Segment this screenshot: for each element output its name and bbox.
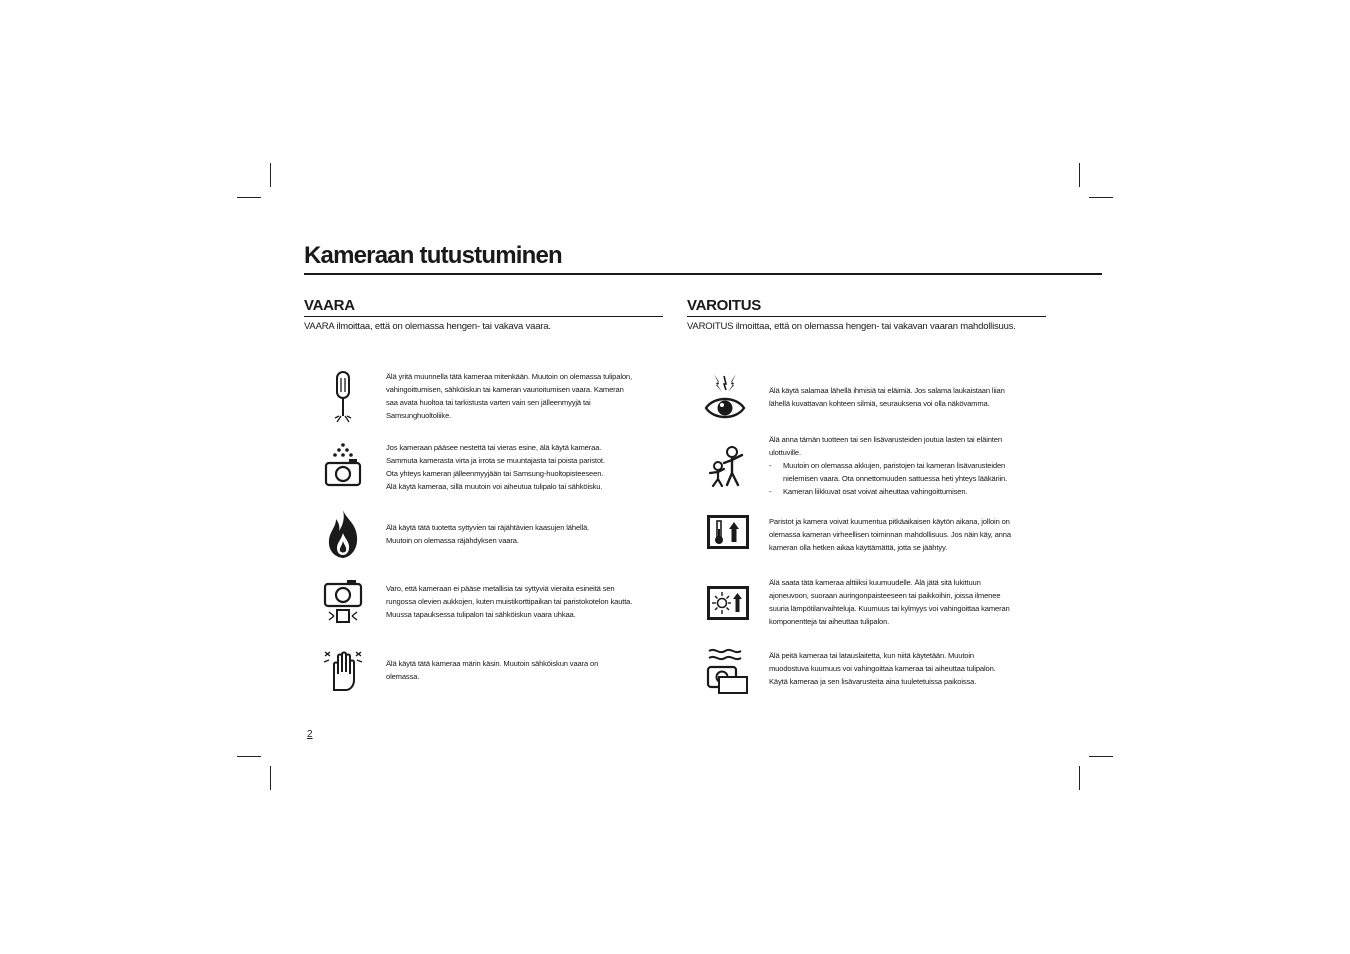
item-text [386,441,676,493]
item-text [386,521,676,547]
text-line: lähellä kuvattavan kohteen silmiä, seurauksena voi olla näkövamma. [769,399,990,408]
text-line: vahingoittumisen, sähköiskun tai kameran vaurioitumisen vaara. Kameran [386,385,624,394]
text-line: Älä käytä kameraa, sillä muutoin voi aiheutua tulipalo tai sähköisku. [386,482,603,491]
bullet-item [769,459,1059,485]
page-title: Kameraan tutustuminen [304,242,562,269]
text-line: Älä peitä kameraa tai latauslaitetta, kun niitä käytetään. Muutoin [769,651,974,660]
item-text [769,433,1059,498]
item-text [386,370,676,422]
sun-heat-icon [707,586,749,620]
text-line: muodostuva kuumuus voi vahingoittaa kameraa tai aiheuttaa tulipalon. [769,664,996,673]
text-line: Varo, että kameraan ei pääse metallisia tai syttyviä vieraita esineitä sen [386,584,615,593]
text-line: Älä yritä muunnella tätä kameraa mitenkään. Muutoin on olemassa tulipalon, [386,372,632,381]
bullet-dash: - [769,487,772,496]
covered-camera-icon [705,645,749,695]
text-line: olemassa kameran virheellisen toiminnan mahdollisuus. Jos näin käy, anna [769,530,1011,539]
text-line: Älä käytä salamaa lähellä ihmisiä tai eläimiä. Jos salama laukaistaan liian [769,386,1005,395]
text-line: Älä käytä tätä tuotetta syttyvien tai räjähtävien kaasujen lähellä. [386,523,590,532]
crop-mark [1089,197,1113,198]
title-rule [304,273,1102,275]
page-number: 2 [307,729,313,740]
vaara-heading: VAARA [304,297,355,314]
varoitus-description: VAROITUS ilmoittaa, että on olemassa hengen- tai vakavan vaaran mahdollisuus. [687,321,1016,332]
camera-metal-object-icon [322,578,364,626]
crop-mark [1079,766,1080,790]
text-line: Älä käytä tätä kameraa märin käsin. Muutoin sähköiskun vaara on [386,659,599,668]
text-line: Älä saata tätä kameraa alttiiksi kuumuudelle. Älä jätä sitä lukittuun [769,578,981,587]
text-line: Sammuta kamerasta virta ja irrota se muuntajasta tai poista paristot. [386,456,605,465]
varoitus-heading: VAROITUS [687,297,761,314]
screwdriver-icon [325,370,361,426]
text-line: suuria lämpötilanvaihteluja. Kuumuus tai kylmyys voi vahingoittaa kameran [769,604,1010,613]
crop-mark [1079,163,1080,187]
thermometer-heat-icon [707,515,749,549]
text-line: Käytä kameraa ja sen lisävarusteita aina tuuletetuissa paikoissa. [769,677,977,686]
item-text [386,582,686,621]
vaara-description: VAARA ilmoittaa, että on olemassa hengen- tai vakava vaara. [304,321,551,332]
item-text [769,384,1059,410]
text-line: Jos kameraan pääsee nestettä tai vieras esine, älä käytä kameraa. [386,443,602,452]
children-icon [704,433,748,487]
bullet-item [769,485,1059,498]
text-line: nielemisen vaara. Ota onnettomuuden sattuessa heti yhteys lääkäriin. [783,474,1008,483]
text-line: komponentteja tai aiheuttaa tulipalon. [769,617,890,626]
crop-mark [270,766,271,790]
text-line: ulottuville. [769,448,801,457]
item-text [386,657,676,683]
crop-mark [237,756,261,757]
text-line: Samsunghuoltoliike. [386,411,452,420]
text-line: Älä anna tämän tuotteen tai sen lisävarusteiden joutua lasten tai eläinten [769,435,1002,444]
text-line: Kameran liikkuvat osat voivat aiheuttaa vahingoittumisen. [783,487,968,496]
text-line: rungossa olevien aukkojen, kuten muistikorttipaikan tai paristokotelon kautta. [386,597,633,606]
wet-hand-icon [322,648,364,694]
flame-icon [326,509,360,559]
text-line: kameran olla hetken aikaa käyttämättä, jotta se jäähtyy. [769,543,948,552]
text-line: Muutoin on olemassa akkujen, paristojen tai kameran lisävarusteiden [783,461,1006,470]
text-line: Ota yhteys kameran jälleenmyyjään tai Samsung-huoltopisteeseen. [386,469,604,478]
text-line: Paristot ja kamera voivat kuumentua pitkäaikaisen käytön aikana, jolloin on [769,517,1010,526]
crop-mark [1089,756,1113,757]
camera-liquid-icon [322,441,364,489]
text-line: olemassa. [386,672,420,681]
vaara-rule [304,316,663,317]
text-line: Muussa tapauksessa tulipalon tai sähköiskun vaara uhkaa. [386,610,576,619]
flash-eye-icon [704,372,746,420]
item-text [769,649,1059,688]
crop-mark [237,197,261,198]
text-line: ajoneuvoon, suoraan auringonpaisteeseen tai paikkoihin, joissa ilmenee [769,591,1001,600]
item-text [769,515,1059,554]
text-line: saa avata huoltoa tai tarkistusta varten vain sen jälleenmyyjä tai [386,398,591,407]
crop-mark [270,163,271,187]
varoitus-rule [687,316,1046,317]
item-text [769,576,1059,628]
bullet-dash: - [769,461,772,470]
text-line: Muutoin on olemassa räjähdyksen vaara. [386,536,519,545]
